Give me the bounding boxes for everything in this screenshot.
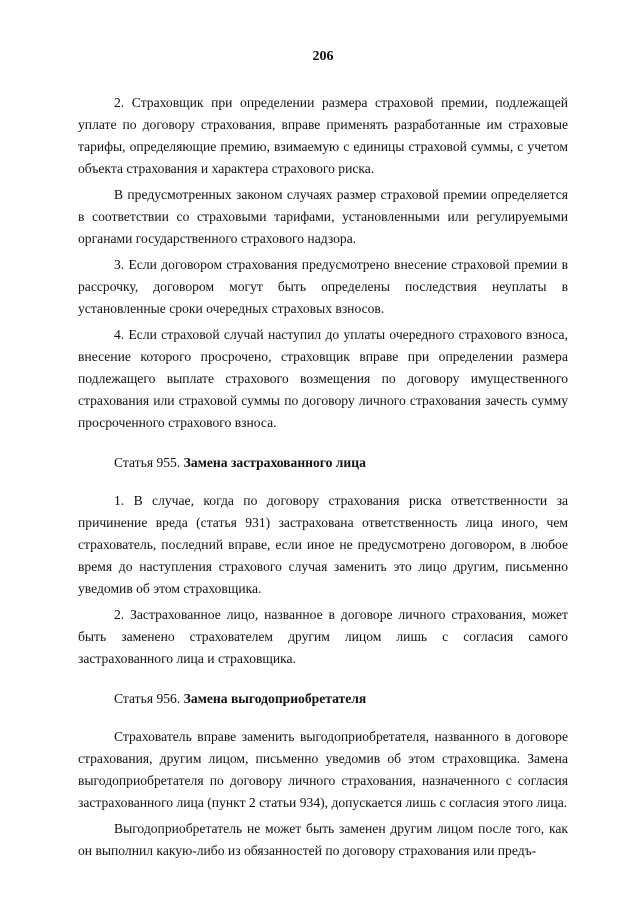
article-956-heading: [78, 688, 568, 710]
paragraph-premium-overdue: 4. Если страховой случай наступил до уплаты очередного страхового взноса, внесение которого просрочено, страховщик вправе при определении размера подлежащего выплате страхового возмещения по договору имущественного страхования или страховой суммы по договору личного страхования зачесть сумму просроченного страхового взноса.: [78, 327, 568, 430]
paragraph-955-2: 2. Застрахованное лицо, названное в договоре личного страхования, может быть заменено страхователем другим лицом лишь с согласия самого застрахованного лица и страховщика.: [78, 607, 568, 666]
article-955-number: Статья 955.: [114, 455, 184, 470]
paragraph-956-2: Выгодоприобретатель не может быть заменен другим лицом после того, как он выполнил какую-либо из обязанностей по договору страхования или предъ-: [78, 821, 568, 858]
article-956-title: Замена выгодоприобретателя: [183, 691, 367, 706]
article-955-title: Замена застрахованного лица: [183, 455, 366, 470]
paragraph-premium-installments: 3. Если договором страхования предусмотрено внесение страховой премии в рассрочку, договором могут быть определены последствия неуплаты в установленные сроки очередных страховых взносов.: [78, 257, 568, 316]
paragraph-955-1: 1. В случае, когда по договору страхования риска ответственности за причинение вреда (статья 931) застрахована ответственность лица иного, чем страхователь, последний вправе, если иное не предусмотрено договором, в любое время до наступления страхового случая заменить это лицо другим, письменно уведомив об этом страховщика.: [78, 493, 568, 596]
article-955-heading: [78, 452, 568, 474]
paragraph-premium-tariffs: 2. Страховщик при определении размера страховой премии, подлежащей уплате по договору страхования, вправе применять разработанные им страховые тарифы, определяющие премию, взимаемую с единицы страховой суммы, с учетом объекта страхования и характера страхового риска.: [78, 95, 568, 176]
article-956-number: Статья 956.: [114, 691, 184, 706]
paragraph-premium-law-cases: В предусмотренных законом случаях размер страховой премии определяется в соответствии со страховыми тарифами, установленными или регулируемыми органами государственного страхового надзора.: [78, 187, 568, 246]
page-number: 206: [312, 49, 334, 64]
paragraph-956-1: Страхователь вправе заменить выгодоприобретателя, названного в договоре страхования, другим лицом, письменно уведомив об этом страховщика. Замена выгодоприобретателя по договору личного страхования, назначенного с согласия застрахованного лица (пункт 2 статьи 934), допускается лишь с согласия этого лица.: [78, 729, 568, 810]
